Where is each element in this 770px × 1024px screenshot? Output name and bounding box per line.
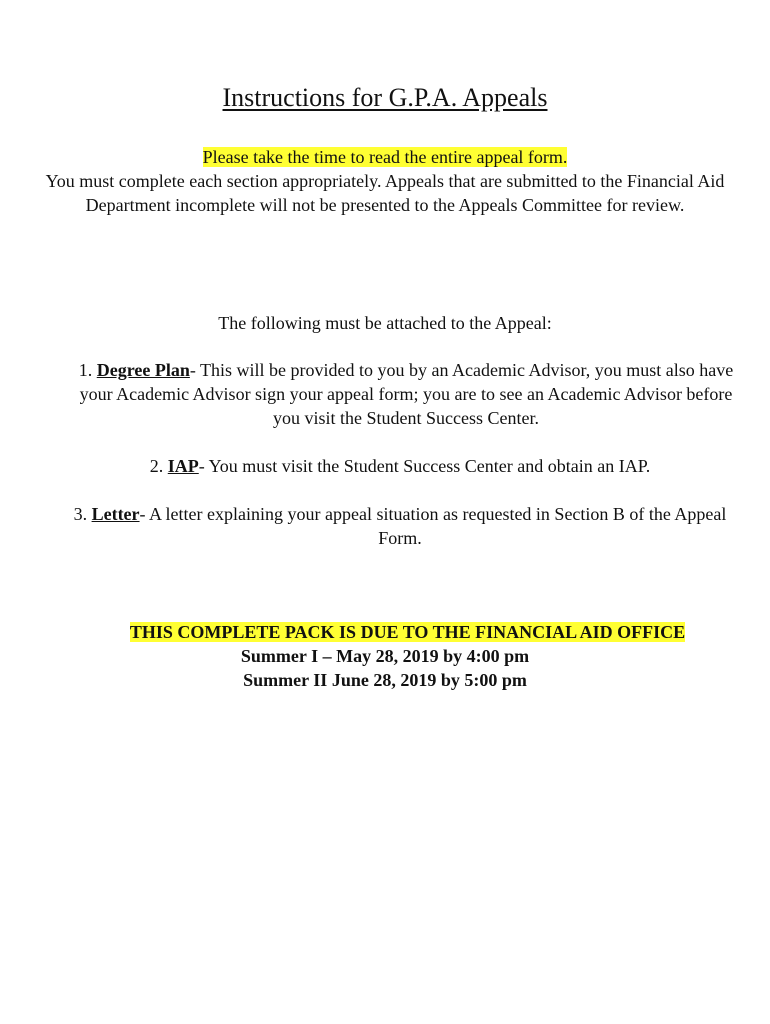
attachments-heading: The following must be attached to the Appeal: [218,313,552,333]
intro-highlight: Please take the time to read the entire appeal form. [202,147,568,167]
intro-body: You must complete each section appropriately. Appeals that are submitted to the Financial Aid Department incomplete will not be presented to the Appeals Committee for review. [45,171,725,215]
item-text: - This will be provided to you by an Academic Advisor, you must also have your Academic Advisor sign your appeal form; you are to see an Academic Advisor before you visit the Student Success Center. [79,360,734,428]
page-title: Instructions for G.P.A. Appeals [222,83,548,112]
intro-paragraph [40,145,730,217]
item-term: IAP [167,456,199,476]
due-notice [0,620,770,692]
item-term: Letter [91,504,140,524]
attachment-item-degree-plan [76,358,736,430]
attachment-item-iap [60,454,740,478]
item-number: 1. [78,360,93,380]
item-number: 2. [149,456,164,476]
due-summer-1: Summer I – May 28, 2019 by 4:00 pm [240,646,530,666]
due-summer-2: Summer II June 28, 2019 by 5:00 pm [243,670,527,690]
item-number: 3. [73,504,88,524]
due-headline: THIS COMPLETE PACK IS DUE TO THE FINANCIAL AID OFFICE [129,622,686,642]
item-text: - You must visit the Student Success Center and obtain an IAP. [198,456,651,476]
attachment-item-letter [60,502,740,550]
item-text: - A letter explaining your appeal situation as requested in Section B of the Appeal Form. [139,504,727,548]
item-term: Degree Plan [96,360,190,380]
